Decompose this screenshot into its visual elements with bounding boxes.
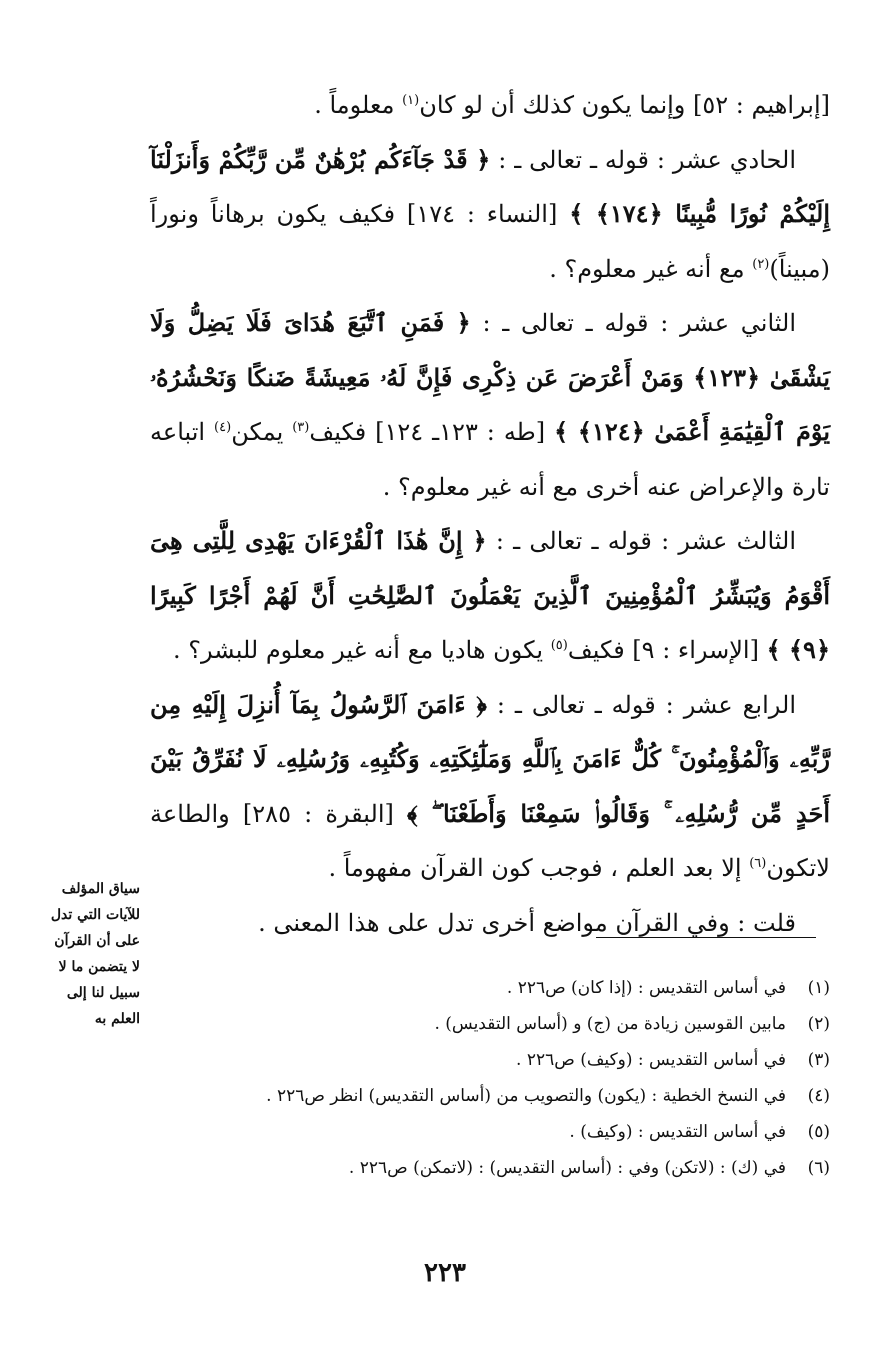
footnote-item bbox=[200, 1150, 830, 1186]
quran-verse: ﴿ ءَامَنَ ٱلرَّسُولُ بِمَآ أُنزِلَ إِلَيْهِ مِن رَّبِّهِۦ وَٱلْمُؤْمِنُونَ ۚ كُلٌّ ءَامَنَ بِٱللَّهِ وَمَلَٰٓئِكَتِهِۦ وَكُتُبِهِۦ وَرُسُلِهِۦ لَا نُفَرِّقُ بَيْنَ أَحَدٍ مِّن رُّسُلِهِۦ ۚ وَقَالُوا۟ سَمِعْنَا وَأَطَعْنَا ۖ ﴾ bbox=[150, 689, 831, 828]
footnote-number: (٥) bbox=[807, 1122, 830, 1142]
footnote-item bbox=[200, 1078, 830, 1114]
footnote-number: (٣) bbox=[807, 1050, 830, 1070]
margin-note bbox=[40, 876, 140, 1032]
paragraph-twelfth: الثاني عشر : قوله ـ تعالى ـ : ﴿ فَمَنِ ٱتَّبَعَ هُدَاىَ فَلَا يَضِلُّ وَلَا يَشْقَىٰ ﴿١٢٣﴾ وَمَنْ أَعْرَضَ عَن ذِكْرِى فَإِنَّ لَهُۥ مَعِيشَةً ضَنكًا وَنَحْشُرُهُۥ يَوْمَ ٱلْقِيَٰمَةِ أَعْمَىٰ ﴿١٢٤﴾ ﴾ [طه : ١٢٣ـ ١٢٤] فكيف$^{(٣)}$ يمكن$^{(٤)}$ اتباعه تارة والإعراض عنه أخرى مع أنه غير معلوم؟ . bbox=[150, 308, 830, 501]
footnote-number: (٤) bbox=[807, 1086, 830, 1106]
footnote-number: (٦) bbox=[807, 1158, 830, 1178]
margin-note-line: سياق المؤلف bbox=[61, 881, 140, 897]
footnote-number: (٢) bbox=[807, 1014, 830, 1034]
quran-verse: ﴿ قَدْ جَآءَكُم بُرْهَٰنٌ مِّن رَّبِّكُمْ وَأَنزَلْنَآ إِلَيْكُمْ نُورًا مُّبِينًا ﴿١٧٤﴾ ﴾ bbox=[150, 144, 831, 228]
footnote-ref: (٢) bbox=[752, 256, 770, 272]
footnote-text: مابين القوسين زيادة من (ج) و (أساس التقديس) . bbox=[434, 1014, 786, 1034]
margin-note-line: على أن القرآن bbox=[54, 933, 140, 949]
footnote-text: في النسخ الخطية : (يكون) والتصويب من (أساس التقديس) انظر ص٢٢٦ . bbox=[266, 1086, 786, 1106]
footnote-separator bbox=[596, 937, 816, 938]
margin-note-line: لا يتضمن ما لا bbox=[58, 959, 140, 975]
main-text bbox=[150, 78, 830, 950]
footnote-item bbox=[200, 970, 830, 1006]
footnote-text: في أساس التقديس : (وكيف) ص٢٢٦ . bbox=[516, 1050, 786, 1070]
margin-note-line: العلم به bbox=[94, 1011, 140, 1027]
footnote-text: في أساس التقديس : (وكيف) . bbox=[569, 1122, 786, 1142]
footnote-ref: (٦) bbox=[749, 856, 767, 871]
footnote-ref: (٤) bbox=[214, 420, 232, 435]
paragraph-fourteenth: الرابع عشر : قوله ـ تعالى ـ : ﴿ ءَامَنَ ٱلرَّسُولُ بِمَآ أُنزِلَ إِلَيْهِ مِن رَّبِّهِۦ وَٱلْمُؤْمِنُونَ ۚ كُلٌّ ءَامَنَ بِٱللَّهِ وَمَلَٰٓئِكَتِهِۦ وَكُتُبِهِۦ وَرُسُلِهِۦ لَا نُفَرِّقُ بَيْنَ أَحَدٍ مِّن رُّسُلِهِۦ ۚ وَقَالُوا۟ سَمِعْنَا وَأَطَعْنَا ۖ ﴾ [البقرة : ٢٨٥] والطاعة لاتكون$^{(٦)}$ إلا بعد العلم ، فوجب كون القرآن مفهوماً . bbox=[150, 689, 831, 882]
footnote-text: في (ك) : (لاتكن) وفي : (أساس التقديس) : (لاتمكن) ص٢٢٦ . bbox=[348, 1158, 786, 1178]
page-number: ٢٢٣ bbox=[424, 1258, 466, 1288]
footnote-item bbox=[200, 1006, 830, 1042]
footnote-ref: (٥) bbox=[550, 638, 568, 653]
quran-verse: ﴿ إِنَّ هَٰذَا ٱلْقُرْءَانَ يَهْدِى لِلَّتِى هِىَ أَقْوَمُ وَيُبَشِّرُ ٱلْمُؤْمِنِينَ ٱلَّذِينَ يَعْمَلُونَ ٱلصَّٰلِحَٰتِ أَنَّ لَهُمْ أَجْرًا كَبِيرًا ﴿٩﴾ ﴾ bbox=[150, 526, 830, 664]
paragraph-conclusion: قلت : وفي القرآن مواضع أخرى تدل على هذا المعنى . bbox=[258, 908, 796, 937]
footnote-ref: (٣) bbox=[292, 420, 310, 435]
paragraph-thirteenth: الثالث عشر : قوله ـ تعالى ـ : ﴿ إِنَّ هَٰذَا ٱلْقُرْءَانَ يَهْدِى لِلَّتِى هِىَ أَقْوَمُ وَيُبَشِّرُ ٱلْمُؤْمِنِينَ ٱلَّذِينَ يَعْمَلُونَ ٱلصَّٰلِحَٰتِ أَنَّ لَهُمْ أَجْرًا كَبِيرًا ﴿٩﴾ ﴾ [الإسراء : ٩] فكيف$^{(٥)}$ يكون هاديا مع أنه غير معلوم للبشر؟ . bbox=[150, 526, 830, 664]
paragraph-0: [إبراهيم : ٥٢] وإنما يكون كذلك أن لو كان$^{(١)}$ معلوماً . bbox=[314, 91, 830, 119]
quran-verse: ﴿ فَمَنِ ٱتَّبَعَ هُدَاىَ فَلَا يَضِلُّ وَلَا يَشْقَىٰ ﴿١٢٣﴾ وَمَنْ أَعْرَضَ عَن ذِكْرِى فَإِنَّ لَهُۥ مَعِيشَةً ضَنكًا وَنَحْشُرُهُۥ يَوْمَ ٱلْقِيَٰمَةِ أَعْمَىٰ ﴿١٢٤﴾ ﴾ bbox=[150, 308, 830, 446]
footnote-ref: (١) bbox=[402, 93, 420, 108]
margin-note-line: للآيات التي تدل bbox=[50, 907, 140, 923]
footnotes bbox=[200, 970, 830, 1186]
footnote-item bbox=[200, 1042, 830, 1078]
footnote-number: (١) bbox=[807, 978, 830, 998]
footnote-item bbox=[200, 1114, 830, 1150]
paragraph-eleventh: الحادي عشر : قوله ـ تعالى ـ : ﴿ قَدْ جَآءَكُم بُرْهَٰنٌ مِّن رَّبِّكُمْ وَأَنزَلْنَآ إِلَيْكُمْ نُورًا مُّبِينًا ﴿١٧٤﴾ ﴾ [النساء : ١٧٤] فكيف يكون برهاناً ونوراً (مبيناً)$^{(٢)}$ مع أنه غير معلوم؟ . bbox=[150, 144, 831, 283]
footnote-text: في أساس التقديس : (إذا كان) ص٢٢٦ . bbox=[506, 978, 786, 998]
margin-note-line: سبيل لنا إلى bbox=[66, 985, 140, 1001]
